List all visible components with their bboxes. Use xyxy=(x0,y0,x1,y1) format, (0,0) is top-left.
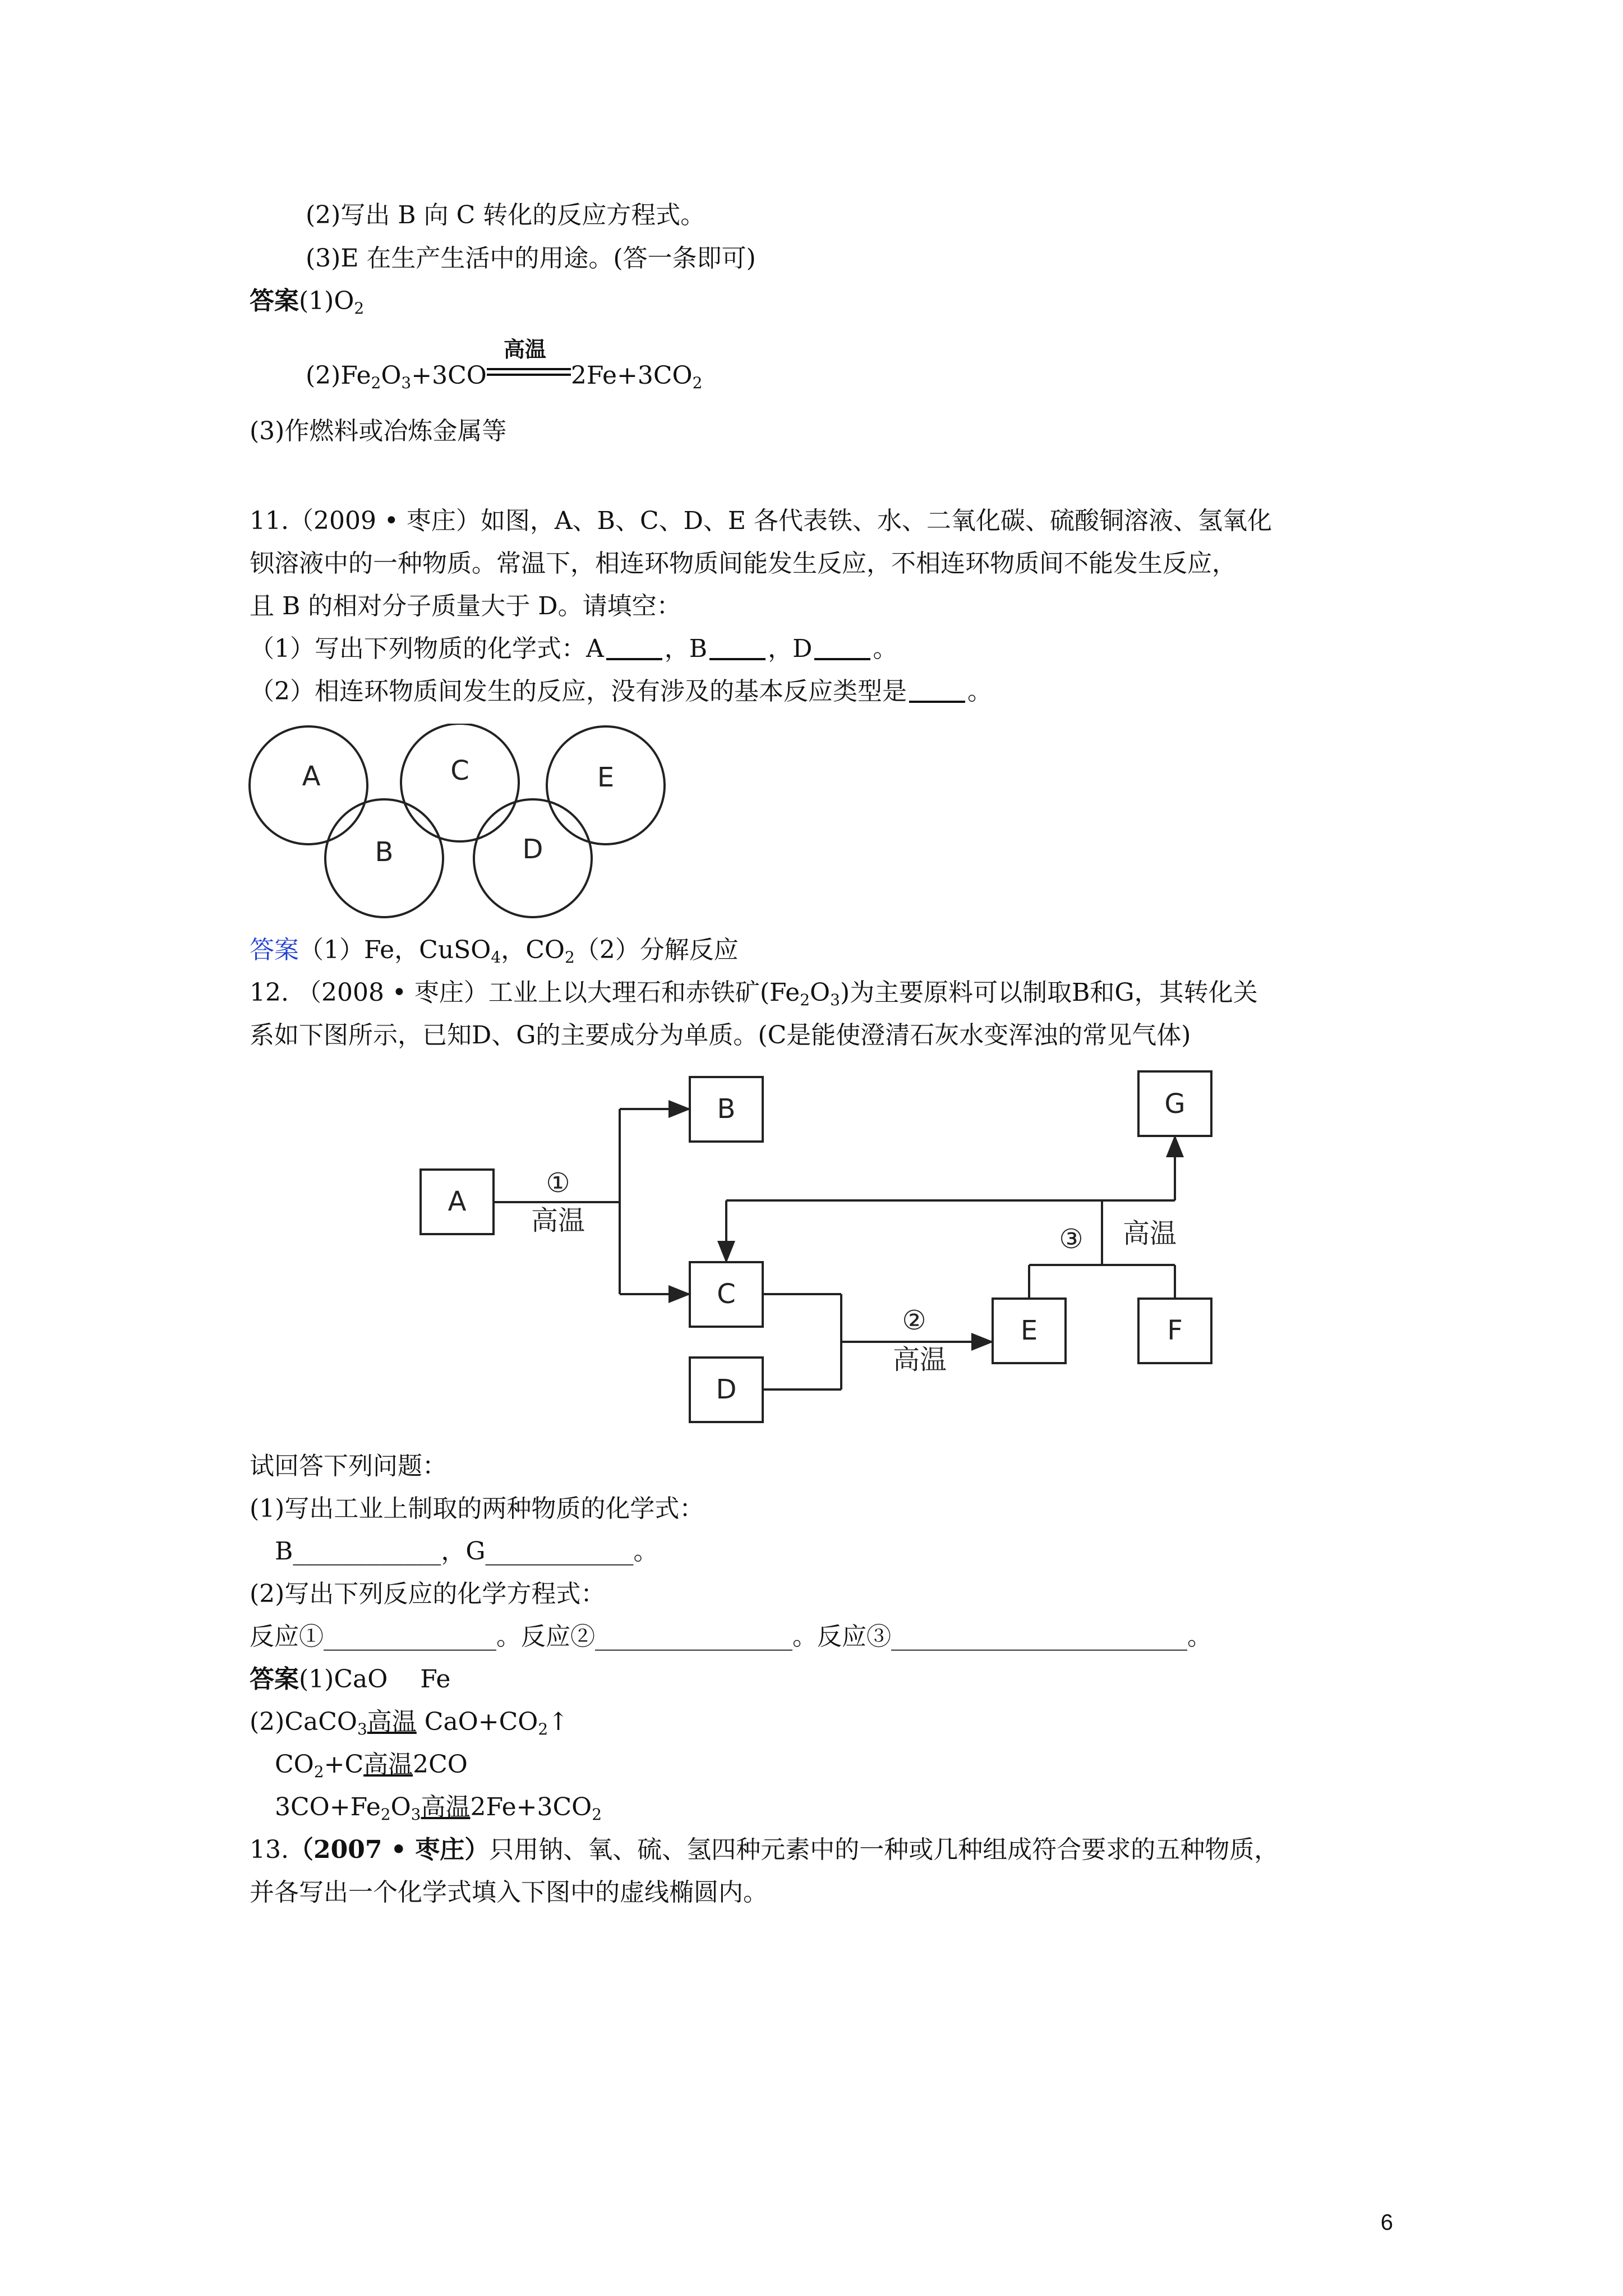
q12-ans3-text: +C xyxy=(324,1750,364,1779)
subscript: 3 xyxy=(357,1720,367,1738)
answer-blank[interactable] xyxy=(814,633,870,660)
q10-sub3: (3)E 在生产生活中的用途。(答一条即可) xyxy=(306,244,756,273)
q10-ans1-text: (1)O xyxy=(299,287,354,315)
q10-sub2: (2)写出 B 向 C 转化的反应方程式。 xyxy=(306,201,706,229)
cond-1-label: 高温 xyxy=(531,1205,585,1236)
q10-answer-1 xyxy=(250,285,364,318)
olympic-rings-figure xyxy=(241,724,679,926)
subscript: 2 xyxy=(592,1805,602,1824)
answer-label: 答案 xyxy=(250,1665,299,1694)
q10-ans2-text: 2Fe+3CO xyxy=(570,361,693,390)
q11-line-5 xyxy=(250,675,992,708)
box-label-e: E xyxy=(1020,1315,1038,1346)
box-label-g: G xyxy=(1164,1088,1186,1120)
q12-line1-text: )为主要原料可以制取B和G，其转化关 xyxy=(840,978,1258,1007)
q11-answer-text: （1）Fe，CuSO xyxy=(299,936,491,964)
answer-blank[interactable] xyxy=(606,633,662,660)
q11-line-3: 且 B 的相对分子质量大于 D。请填空： xyxy=(250,592,681,620)
equals-bar xyxy=(487,368,571,370)
conversion-flow-diagram xyxy=(415,1066,1234,1436)
ring-label-c: C xyxy=(450,755,469,786)
subscript: 2 xyxy=(800,991,810,1009)
ring-label-a: A xyxy=(302,761,321,792)
step-2-label: ② xyxy=(902,1305,926,1336)
equals-bar xyxy=(487,374,571,376)
box-label-d: D xyxy=(716,1374,737,1405)
q12-ans3-text: CO xyxy=(275,1750,314,1779)
q11-line4-text: （1）写出下列物质的化学式：A xyxy=(250,634,604,663)
question-source: （2007 • 枣庄） xyxy=(288,1835,490,1864)
ring-label-b: B xyxy=(375,836,394,868)
cond-2-label: 高温 xyxy=(892,1344,947,1375)
q11-answer-text: ，CO xyxy=(501,936,565,964)
q13-line1-text: 只用钠、氧、硫、氢四种元素中的一种或几种组成符合要求的五种物质， xyxy=(489,1835,1279,1864)
q11-line-1: 11.（2009 • 枣庄）如图，A、B、C、D、E 各代表铁、水、二氧化碳、硫酸铜溶液、氢氧化 xyxy=(250,507,1272,535)
q11-line5-text: （2）相连环物质间发生的反应，没有涉及的基本反应类型是 xyxy=(250,677,907,706)
q12-line-2: 系如下图所示，已知D、G的主要成分为单质。(C是能使澄清石灰水变浑浊的常见气体) xyxy=(250,1021,1191,1050)
box-label-f: F xyxy=(1167,1315,1183,1346)
q12-prompt: 试回答下列问题： xyxy=(250,1452,447,1480)
question-number: 13. xyxy=(250,1835,289,1864)
q12-sub1: (1)写出工业上制取的两种物质的化学式： xyxy=(250,1494,704,1523)
box-label-b: B xyxy=(717,1093,736,1125)
answer-label: 答案 xyxy=(250,287,299,315)
q12-sub2: (2)写出下列反应的化学方程式： xyxy=(250,1580,606,1608)
reaction-condition: 高温 xyxy=(363,1750,413,1779)
q12-ans1-text: (1)CaO Fe xyxy=(299,1665,451,1694)
subscript: 2 xyxy=(538,1720,548,1738)
q13-line-1 xyxy=(250,1834,1279,1866)
box-label-a: A xyxy=(448,1186,467,1217)
subscript: 3 xyxy=(401,374,412,392)
subscript: 4 xyxy=(491,948,501,967)
reaction-condition: 高温 xyxy=(367,1708,417,1736)
q12-ans4-text: 3CO+Fe xyxy=(275,1793,381,1821)
subscript: 2 xyxy=(692,374,703,392)
q12-answer-1 xyxy=(250,1663,450,1696)
q12-sub1-blanks: B____________，G____________。 xyxy=(275,1537,658,1566)
subscript: 2 xyxy=(380,1805,391,1824)
q10-answer-2 xyxy=(306,337,703,392)
q12-line1-text: O xyxy=(810,978,831,1007)
q12-answer-4 xyxy=(275,1791,602,1824)
answer-label: 答案 xyxy=(250,936,299,964)
q11-line4-text: ，D xyxy=(768,634,813,663)
subscript: 2 xyxy=(313,1763,324,1781)
q10-ans2-text: +3CO xyxy=(411,361,487,390)
cond-3-label: 高温 xyxy=(1122,1218,1177,1249)
answer-blank[interactable] xyxy=(909,676,965,703)
q12-sub2-blanks: 反应①______________。反应②________________。反应③________________________。 xyxy=(250,1622,1212,1651)
condition-label: 高温 xyxy=(503,337,546,362)
q11-line-4 xyxy=(250,633,897,665)
q10-ans2-text: O xyxy=(381,361,402,390)
subscript: 2 xyxy=(371,374,381,392)
q12-line1-text: 12. （2008 • 枣庄）工业上以大理石和赤铁矿(Fe xyxy=(250,978,800,1007)
subscript: 2 xyxy=(564,948,575,967)
reaction-condition: 高温 xyxy=(421,1793,471,1821)
q11-line4-text: 。 xyxy=(873,634,898,663)
ring-label-d: D xyxy=(522,834,543,865)
q12-ans4-text: 2Fe+3CO xyxy=(470,1793,592,1821)
q11-answer-text: （2）分解反应 xyxy=(574,936,739,964)
box-label-c: C xyxy=(717,1278,736,1310)
q12-line-1 xyxy=(250,977,1258,1009)
q12-ans4-text: O xyxy=(390,1793,411,1821)
q11-line-2: 钡溶液中的一种物质。常温下，相连环物质间能发生反应，不相连环物质间不能发生反应， xyxy=(250,549,1237,578)
subscript: 2 xyxy=(354,299,365,318)
gas-arrow-icon: ↑ xyxy=(548,1708,569,1736)
ring-label-e: E xyxy=(597,762,615,793)
q11-line4-text: ，B xyxy=(664,634,708,663)
q12-answer-3 xyxy=(275,1749,468,1781)
step-1-label: ① xyxy=(546,1167,570,1199)
answer-blank[interactable] xyxy=(709,633,766,660)
subscript: 3 xyxy=(830,991,840,1009)
q12-answer-2 xyxy=(250,1706,569,1738)
page-number: 6 xyxy=(1380,2210,1393,2235)
q12-ans3-text: 2CO xyxy=(413,1750,468,1779)
q11-answer xyxy=(250,934,739,967)
subscript: 3 xyxy=(411,1805,421,1824)
q13-line-2: 并各写出一个化学式填入下图中的虚线椭圆内。 xyxy=(250,1878,768,1907)
q12-ans2-text: CaO+CO xyxy=(416,1708,538,1736)
q10-ans2-text: (2)Fe xyxy=(306,361,371,390)
reaction-condition xyxy=(487,337,571,387)
q11-line5-text: 。 xyxy=(967,677,992,706)
step-3-label: ③ xyxy=(1059,1223,1083,1255)
q10-answer-3: (3)作燃料或冶炼金属等 xyxy=(250,417,507,445)
q12-ans2-text: (2)CaCO xyxy=(250,1708,357,1736)
